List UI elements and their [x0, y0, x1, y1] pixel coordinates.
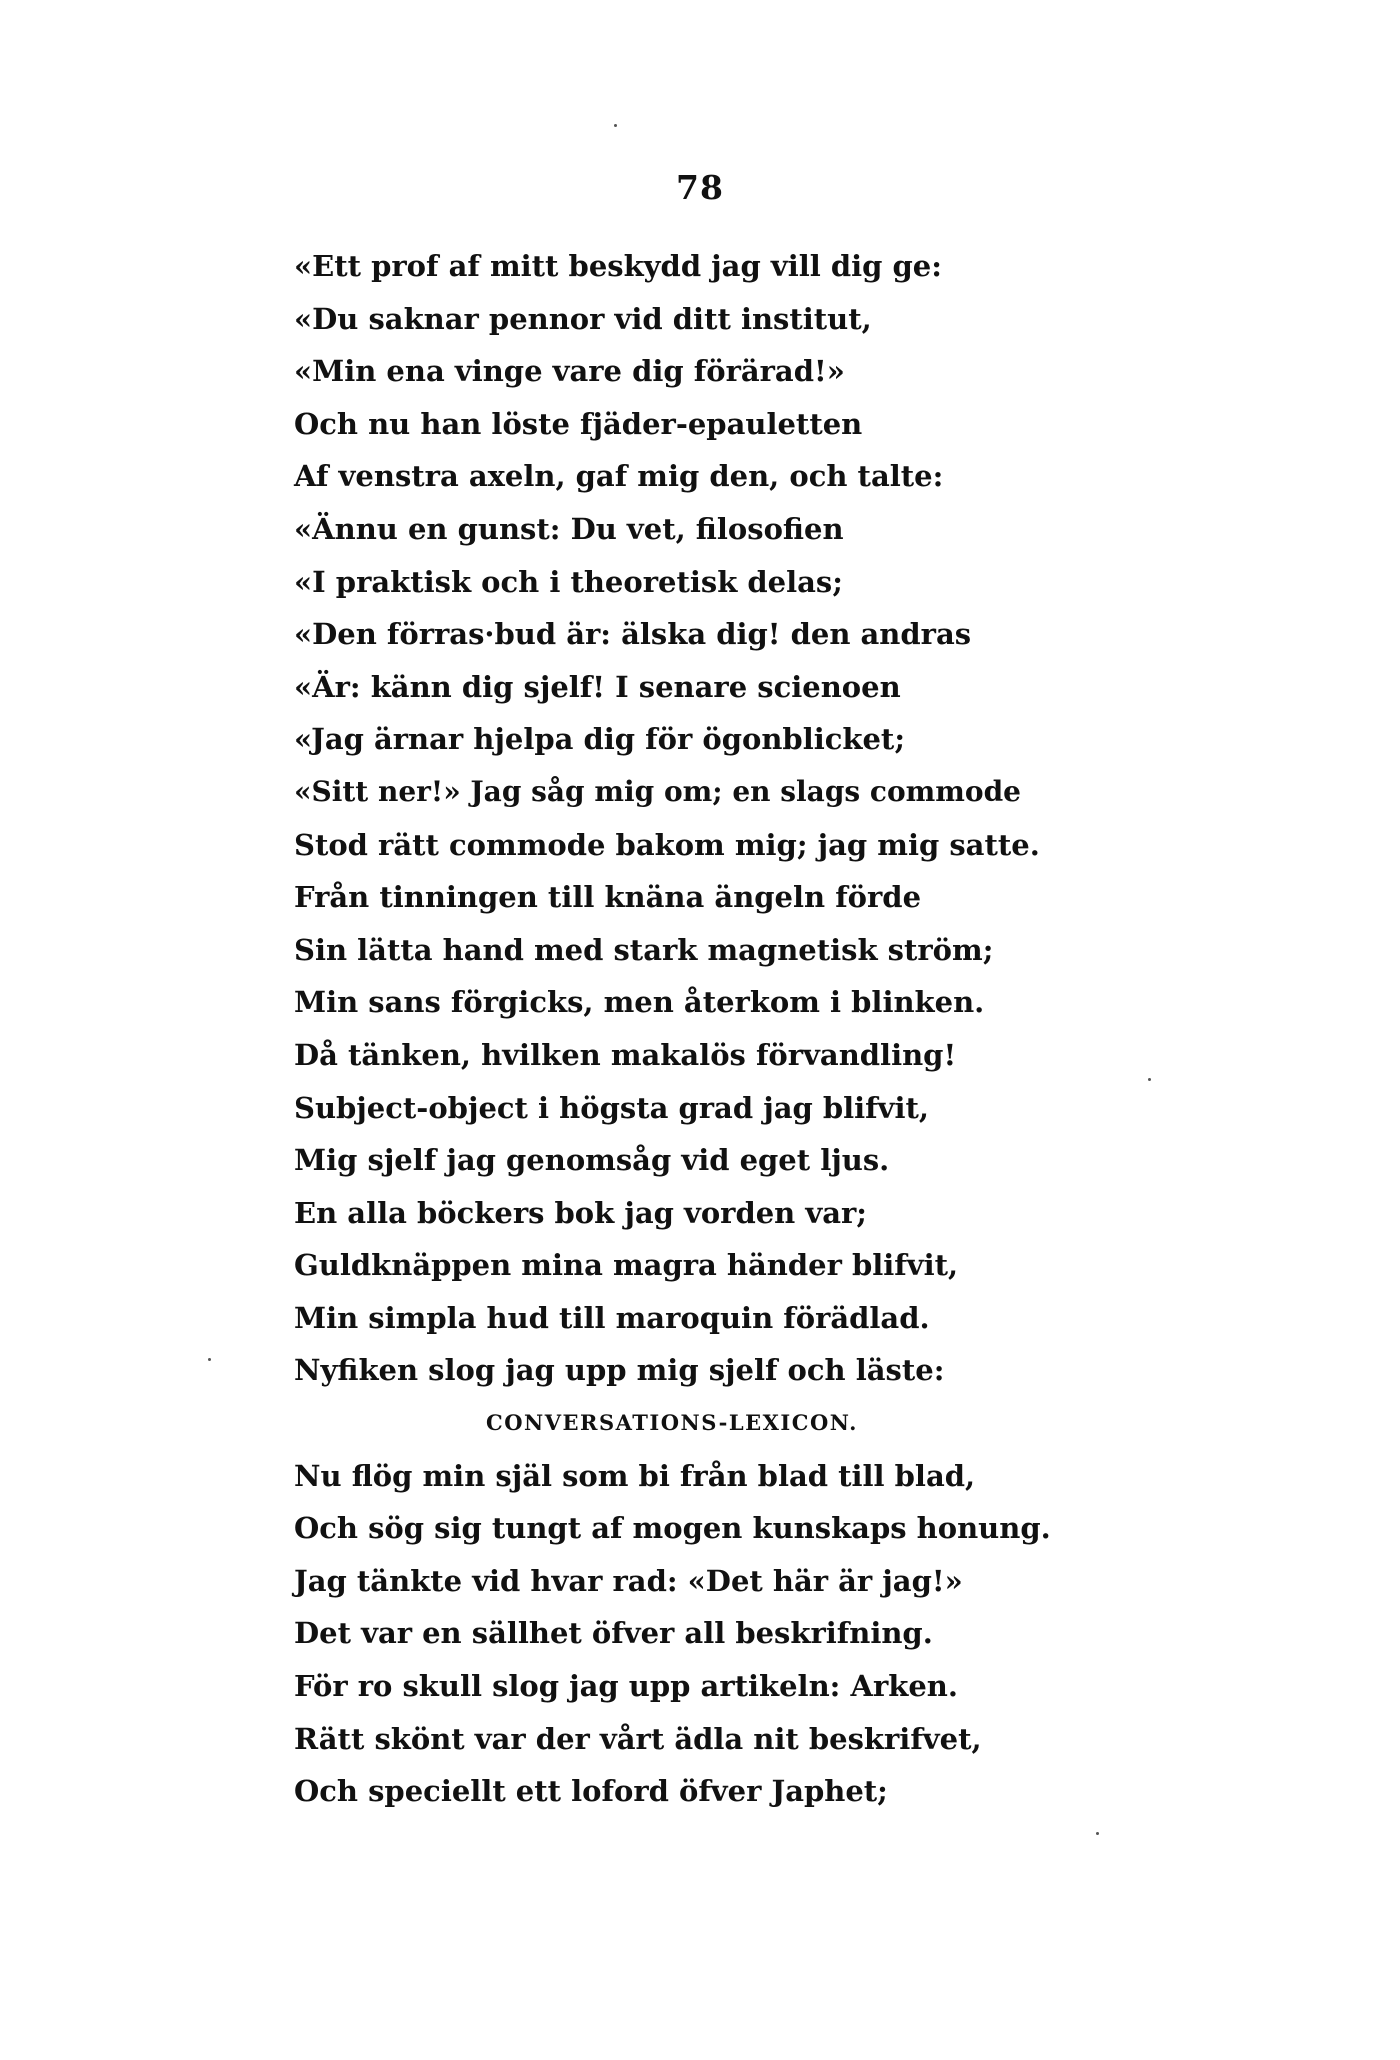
- poem-line: Det var en sällhet öfver all beskrifning.: [294, 1616, 933, 1651]
- poem-line: Nu flög min själ som bi från blad till blad,: [294, 1458, 976, 1493]
- poem-line: «Är: känn dig sjelf! I senare scienoen: [294, 669, 901, 704]
- poem-line: Och speciellt ett loford öfver Japhet;: [294, 1774, 888, 1809]
- poem-line: «Den förras·bud är: älska dig! den andras: [294, 617, 972, 652]
- poem-line: «Jag ärnar hjelpa dig för ögonblicket;: [294, 722, 906, 757]
- poem-line: «Du saknar pennor vid ditt institut,: [294, 301, 872, 336]
- page-number: 78: [676, 168, 724, 207]
- poem-line: Subject-object i högsta grad jag blifvit,: [294, 1090, 929, 1125]
- poem-line: Från tinningen till knäna ängeln förde: [294, 880, 922, 915]
- poem-line: «Ett prof af mitt beskydd jag vill dig ge:: [294, 249, 942, 283]
- poem-line: Stod rätt commode bakom mig; jag mig satte.: [294, 827, 1040, 862]
- poem-line: Min sans förgicks, men återkom i blinken.: [294, 985, 985, 1020]
- print-speck: [1096, 1832, 1099, 1835]
- poem-line: Rätt skönt var der vårt ädla nit beskrifvet,: [294, 1721, 982, 1756]
- poem-line: En alla böckers bok jag vorden var;: [294, 1195, 867, 1230]
- poem-line: «Sitt ner!» Jag såg mig om; en slags commode: [294, 774, 1021, 808]
- print-speck: [208, 1358, 211, 1361]
- poem-line: För ro skull slog jag upp artikeln: Arken.: [294, 1669, 958, 1704]
- poem-line: Jag tänkte vid hvar rad: «Det här är jag!»: [294, 1563, 963, 1598]
- poem-line: Då tänken, hvilken makalös förvandling!: [294, 1037, 957, 1072]
- poem-line: Och sög sig tungt af mogen kunskaps honung.: [294, 1511, 1051, 1546]
- poem-line: Och nu han löste fjäder-epauletten: [294, 406, 863, 441]
- poem-line: Af venstra axeln, gaf mig den, och talte:: [294, 459, 944, 494]
- poem-line: «I praktisk och i theoretisk delas;: [294, 564, 843, 599]
- print-speck: [1148, 1078, 1151, 1081]
- poem-line: Nyfiken slog jag upp mig sjelf och läste:: [294, 1353, 945, 1388]
- poem-text: [294, 240, 1194, 1818]
- poem-line: Min simpla hud till maroquin förädlad.: [294, 1300, 930, 1335]
- section-heading: CONVERSATIONS-LEXICON.: [486, 1410, 858, 1436]
- poem-line: Guldknäppen mina magra händer blifvit,: [294, 1248, 959, 1283]
- poem-line: «Min ena vinge vare dig förärad!»: [294, 354, 845, 389]
- print-speck: [614, 124, 617, 127]
- poem-line: «Ännu en gunst: Du vet, filosofien: [294, 511, 844, 546]
- poem-line: Sin lätta hand med stark magnetisk ström;: [294, 932, 994, 967]
- poem-line: Mig sjelf jag genomsåg vid eget ljus.: [294, 1143, 890, 1178]
